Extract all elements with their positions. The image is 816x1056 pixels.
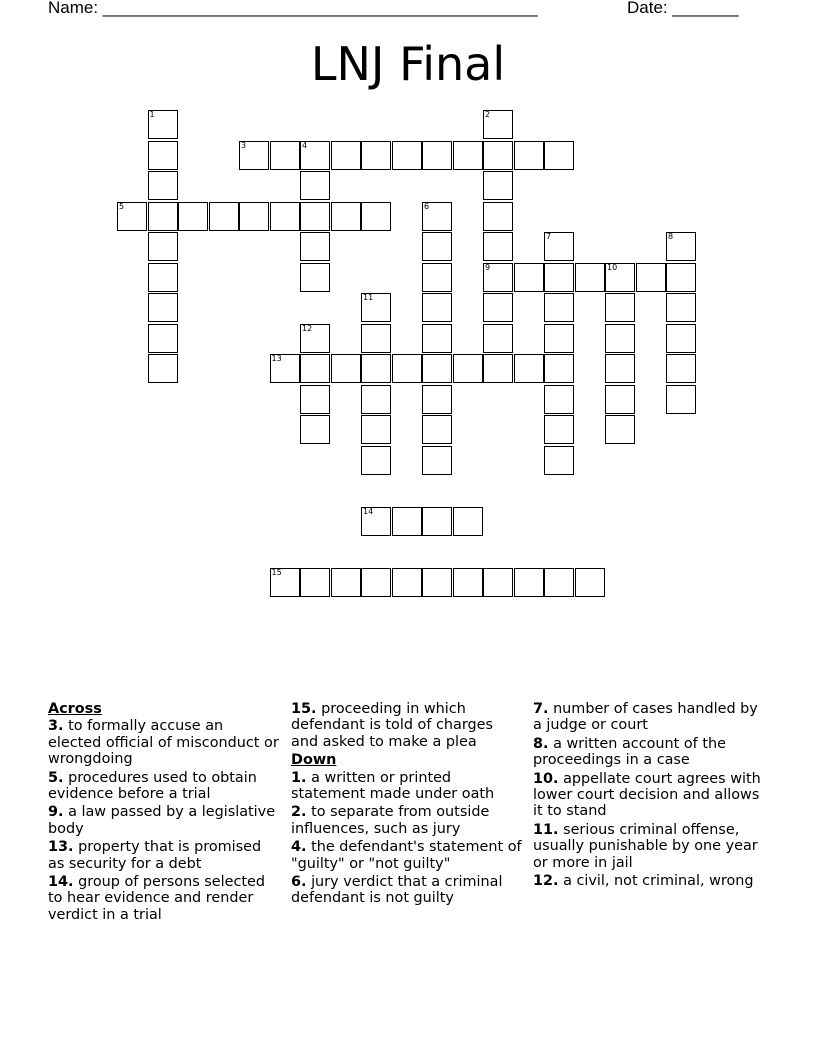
grid-cell[interactable] bbox=[544, 385, 574, 414]
grid-cell[interactable] bbox=[483, 232, 513, 261]
clue-down-4: 4. the defendant's statement of "guilty" or "not guilty" bbox=[291, 839, 522, 872]
grid-cell[interactable] bbox=[239, 141, 269, 170]
clue-number: 6 bbox=[424, 201, 430, 211]
grid-cell[interactable] bbox=[422, 568, 452, 597]
grid-cell[interactable] bbox=[422, 415, 452, 444]
page-title: LNJ Final bbox=[310, 37, 506, 91]
grid-cell[interactable] bbox=[483, 141, 513, 170]
grid-cell[interactable] bbox=[361, 354, 391, 383]
across-heading: Across bbox=[48, 701, 102, 717]
grid-cell[interactable] bbox=[575, 263, 605, 292]
grid-cell[interactable] bbox=[392, 507, 422, 536]
clue-number: 15 bbox=[271, 567, 282, 577]
grid-cell[interactable] bbox=[666, 293, 696, 322]
grid-cell[interactable] bbox=[453, 354, 483, 383]
grid-cell[interactable] bbox=[422, 141, 452, 170]
grid-cell[interactable] bbox=[453, 141, 483, 170]
grid-cell[interactable] bbox=[453, 507, 483, 536]
grid-cell[interactable] bbox=[483, 568, 513, 597]
grid-cell[interactable] bbox=[544, 446, 574, 475]
grid-cell[interactable] bbox=[422, 263, 452, 292]
grid-cell[interactable] bbox=[422, 354, 452, 383]
grid-cell[interactable] bbox=[422, 202, 452, 231]
grid-cell[interactable] bbox=[483, 263, 513, 292]
grid-cell[interactable] bbox=[666, 354, 696, 383]
clue-down-8: 8. a written account of the proceedings in a case bbox=[533, 735, 726, 769]
clue-down-6: 6. jury verdict that a criminal defendant is not guilty bbox=[291, 874, 503, 907]
clue-number: 3 bbox=[241, 140, 247, 150]
grid-cell[interactable] bbox=[300, 232, 330, 261]
clue-across-15: 15. proceeding in which defendant is told of charges and asked to make a plea bbox=[291, 701, 493, 750]
grid-cell[interactable] bbox=[148, 354, 178, 383]
grid-cell[interactable] bbox=[270, 141, 300, 170]
grid-cell[interactable] bbox=[514, 354, 544, 383]
grid-cell[interactable] bbox=[575, 568, 605, 597]
clue-across-13: 13. property that is promised as security for a debt bbox=[48, 839, 262, 872]
clue-down-1: 1. a written or printed statement made under oath bbox=[291, 769, 495, 803]
grid-cell[interactable] bbox=[300, 568, 330, 597]
clue-across-5: 5. procedures used to obtain evidence before a trial bbox=[48, 769, 257, 803]
clue-number: 12 bbox=[302, 323, 313, 333]
clue-number: 4 bbox=[302, 140, 308, 150]
grid-cell[interactable] bbox=[514, 263, 544, 292]
grid-cell[interactable] bbox=[300, 385, 330, 414]
grid-cell[interactable] bbox=[148, 232, 178, 261]
grid-cell[interactable] bbox=[239, 202, 269, 231]
grid-cell[interactable] bbox=[605, 293, 635, 322]
grid-cell[interactable] bbox=[300, 324, 330, 353]
grid-cell[interactable] bbox=[300, 263, 330, 292]
grid-cell[interactable] bbox=[148, 171, 178, 200]
grid-cell[interactable] bbox=[544, 568, 574, 597]
clue-number: 10 bbox=[607, 262, 618, 272]
clue-number: 14 bbox=[363, 506, 374, 516]
grid-cell[interactable] bbox=[422, 507, 452, 536]
clue-number: 1 bbox=[149, 110, 155, 119]
clue-down-7: 7. number of cases handled by a judge or court bbox=[533, 701, 758, 734]
down-heading: Down bbox=[291, 752, 337, 769]
grid-cell[interactable] bbox=[483, 354, 513, 383]
grid-cell[interactable] bbox=[636, 263, 666, 292]
grid-cell[interactable] bbox=[483, 202, 513, 231]
grid-cell[interactable] bbox=[544, 324, 574, 353]
clue-down-10: 10. appellate court agrees with lower court decision and allows it to stand bbox=[533, 770, 761, 820]
grid-cell[interactable] bbox=[331, 354, 361, 383]
name-field-label: Name: ______________________________________________ bbox=[48, 0, 538, 17]
grid-cell[interactable] bbox=[148, 141, 178, 170]
grid-cell[interactable] bbox=[331, 141, 361, 170]
grid-cell[interactable] bbox=[331, 202, 361, 231]
grid-cell[interactable] bbox=[361, 385, 391, 414]
clue-column-3 bbox=[533, 701, 765, 891]
grid-cell[interactable] bbox=[361, 293, 391, 322]
grid-cell[interactable] bbox=[392, 354, 422, 383]
grid-cell[interactable] bbox=[148, 202, 178, 231]
grid-cell[interactable] bbox=[148, 293, 178, 322]
grid-cell[interactable] bbox=[392, 568, 422, 597]
grid-cell[interactable] bbox=[361, 141, 391, 170]
grid-cell[interactable] bbox=[270, 202, 300, 231]
grid-cell[interactable] bbox=[148, 263, 178, 292]
grid-cell[interactable] bbox=[605, 263, 635, 292]
clue-column-2 bbox=[291, 701, 523, 909]
clue-across-3: 3. to formally accuse an elected official of misconduct or wrongdoing bbox=[48, 718, 279, 768]
date-field-label: Date: _______ bbox=[627, 0, 739, 17]
grid-cell[interactable] bbox=[483, 293, 513, 322]
grid-cell[interactable] bbox=[300, 171, 330, 200]
grid-cell[interactable] bbox=[300, 354, 330, 383]
grid-cell[interactable] bbox=[361, 415, 391, 444]
grid-cell[interactable] bbox=[544, 354, 574, 383]
grid-cell[interactable] bbox=[209, 202, 239, 231]
grid-cell[interactable] bbox=[422, 446, 452, 475]
clue-across-14: 14. group of persons selected to hear evidence and render verdict in a trial bbox=[48, 874, 266, 923]
grid-cell[interactable] bbox=[666, 232, 696, 261]
grid-cell[interactable] bbox=[483, 324, 513, 353]
clue-number: 9 bbox=[485, 262, 491, 272]
grid-cell[interactable] bbox=[544, 293, 574, 322]
grid-cell[interactable] bbox=[361, 324, 391, 353]
grid-cell[interactable] bbox=[178, 202, 208, 231]
grid-cell[interactable] bbox=[117, 202, 147, 231]
grid-cell[interactable] bbox=[605, 324, 635, 353]
grid-cell[interactable] bbox=[361, 507, 391, 536]
grid-cell[interactable] bbox=[270, 568, 300, 597]
grid-cell[interactable] bbox=[544, 263, 574, 292]
grid-cell[interactable] bbox=[544, 415, 574, 444]
grid-cell[interactable] bbox=[605, 385, 635, 414]
grid-cell[interactable] bbox=[514, 141, 544, 170]
clue-down-11: 11. serious criminal offense, usually punishable by one year or more in jail bbox=[533, 821, 758, 871]
grid-cell[interactable] bbox=[361, 446, 391, 475]
grid-cell[interactable] bbox=[422, 324, 452, 353]
grid-cell[interactable] bbox=[666, 263, 696, 292]
grid-cell[interactable] bbox=[544, 141, 574, 170]
grid-cell[interactable] bbox=[331, 568, 361, 597]
grid-cell[interactable] bbox=[270, 354, 300, 383]
clue-down-12: 12. a civil, not criminal, wrong bbox=[533, 873, 754, 890]
clue-number: 13 bbox=[271, 354, 282, 363]
grid-cell[interactable] bbox=[361, 202, 391, 231]
grid-cell[interactable] bbox=[666, 385, 696, 414]
grid-cell[interactable] bbox=[544, 232, 574, 261]
grid-cell[interactable] bbox=[300, 202, 330, 231]
grid-cell[interactable] bbox=[148, 110, 178, 139]
clue-number: 2 bbox=[485, 110, 491, 119]
clue-number: 5 bbox=[119, 201, 125, 211]
clue-number: 8 bbox=[668, 232, 674, 241]
grid-cell[interactable] bbox=[453, 568, 483, 597]
clue-column-1 bbox=[48, 701, 280, 925]
grid-cell[interactable] bbox=[422, 232, 452, 261]
grid-cell[interactable] bbox=[392, 141, 422, 170]
grid-cell[interactable] bbox=[483, 110, 513, 139]
clue-down-2: 2. to separate from outside influences, such as jury bbox=[291, 804, 490, 837]
grid-cell[interactable] bbox=[148, 324, 178, 353]
grid-cell[interactable] bbox=[605, 415, 635, 444]
clue-across-9: 9. a law passed by a legislative body bbox=[48, 804, 276, 837]
grid-cell[interactable] bbox=[666, 324, 696, 353]
grid-cell[interactable] bbox=[483, 171, 513, 200]
grid-cell[interactable] bbox=[300, 141, 330, 170]
grid-cell[interactable] bbox=[361, 568, 391, 597]
grid-cell[interactable] bbox=[422, 293, 452, 322]
grid-cell[interactable] bbox=[605, 354, 635, 383]
grid-cell[interactable] bbox=[514, 568, 544, 597]
grid-cell[interactable] bbox=[300, 415, 330, 444]
clue-number: 7 bbox=[546, 232, 552, 241]
clue-number: 11 bbox=[363, 293, 374, 302]
grid-cell[interactable] bbox=[422, 385, 452, 414]
